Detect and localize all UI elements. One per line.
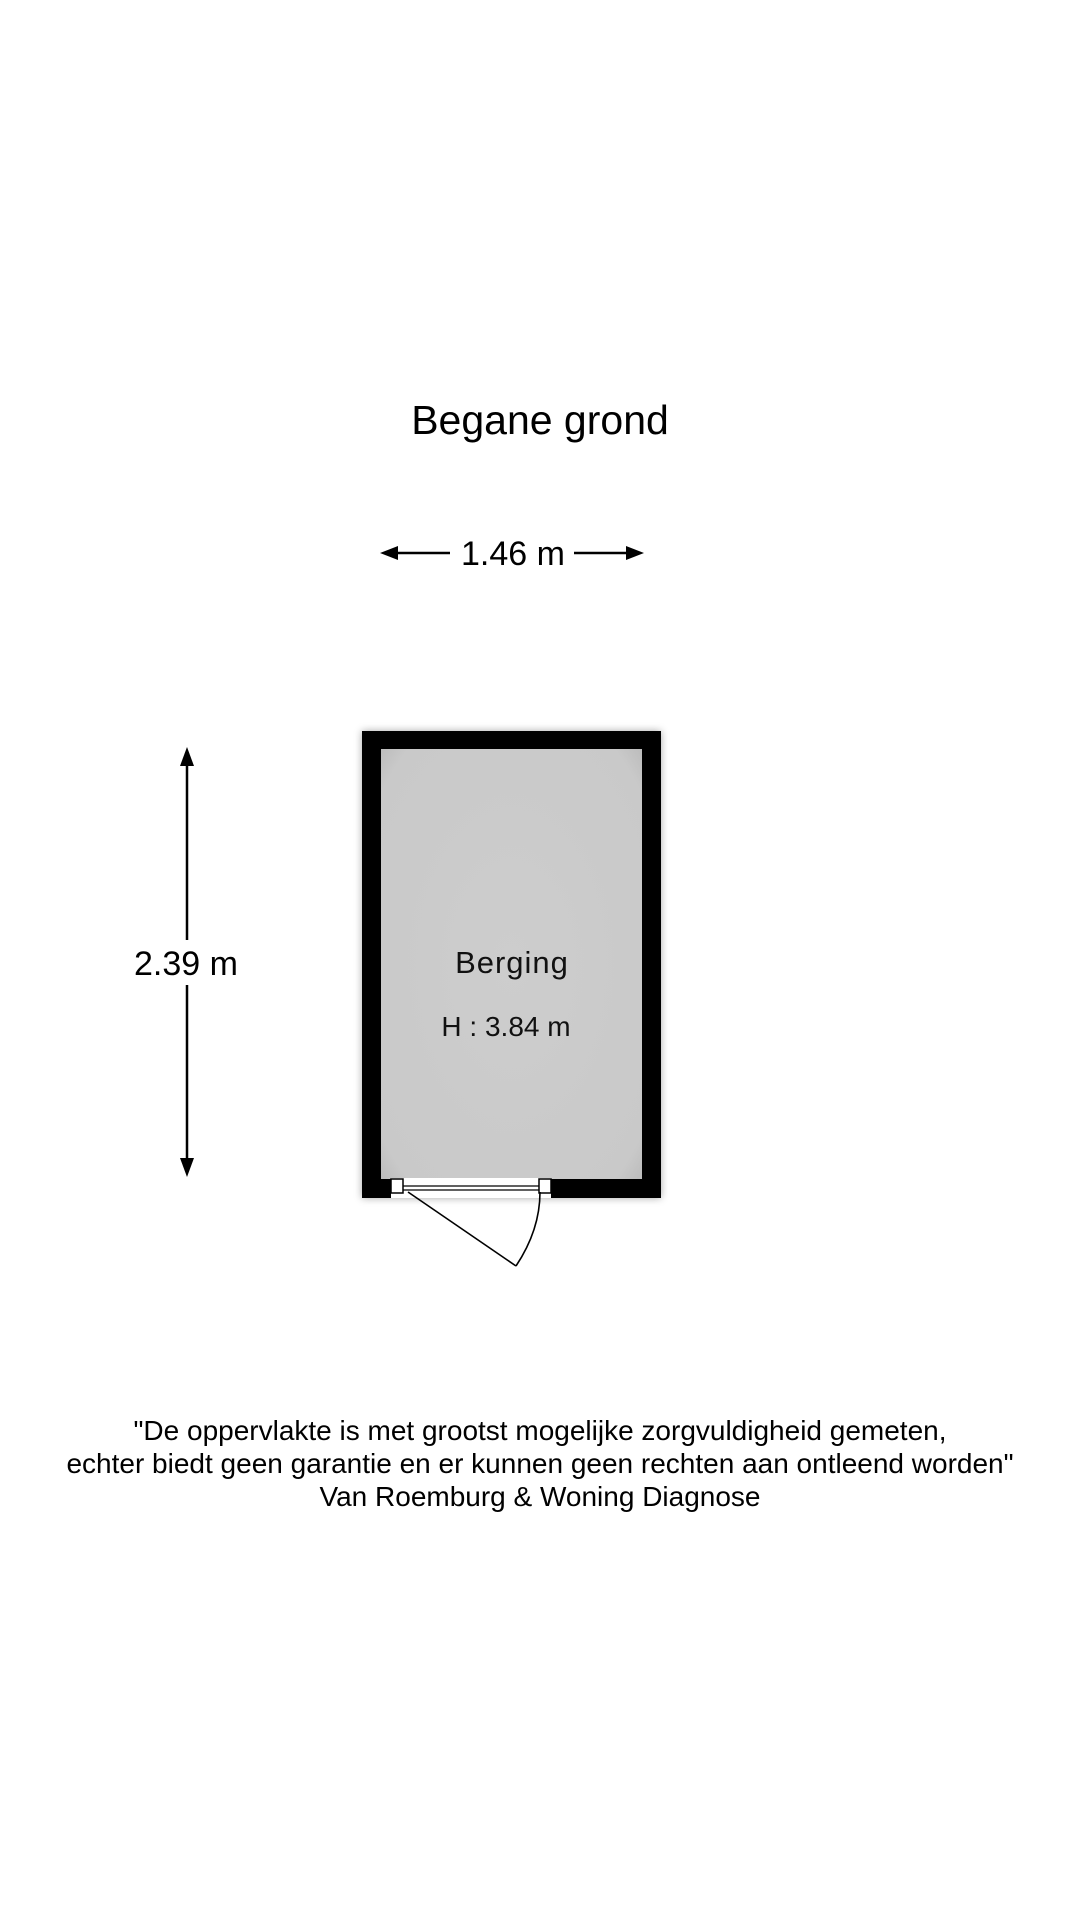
width-dimension <box>380 535 644 573</box>
door-opening <box>391 1178 551 1198</box>
door-jamb-right <box>539 1179 551 1193</box>
disclaimer-line-3: Van Roemburg & Woning Diagnose <box>319 1481 761 1512</box>
disclaimer-line-2: echter biedt geen garantie en er kunnen geen rechten aan ontleend worden" <box>66 1448 1014 1479</box>
room-name: Berging <box>455 945 569 980</box>
depth-label: 2.39 m <box>134 945 238 983</box>
floor-title: Begane grond <box>411 397 669 443</box>
door-swing-arc <box>516 1192 540 1266</box>
width-arrowhead-left <box>380 546 398 560</box>
width-arrowhead-right <box>626 546 644 560</box>
depth-arrowhead-bottom <box>180 1158 194 1177</box>
door-leaf <box>408 1192 516 1266</box>
width-label: 1.46 m <box>461 535 565 573</box>
depth-dimension <box>134 747 238 1177</box>
disclaimer-line-1: "De oppervlakte is met grootst mogelijke zorgvuldigheid gemeten, <box>133 1415 947 1446</box>
room-berging <box>362 731 661 1266</box>
room-height: H : 3.84 m <box>441 1011 571 1042</box>
door-jamb-left <box>391 1179 403 1193</box>
depth-arrowhead-top <box>180 747 194 766</box>
disclaimer <box>0 1414 1080 1513</box>
